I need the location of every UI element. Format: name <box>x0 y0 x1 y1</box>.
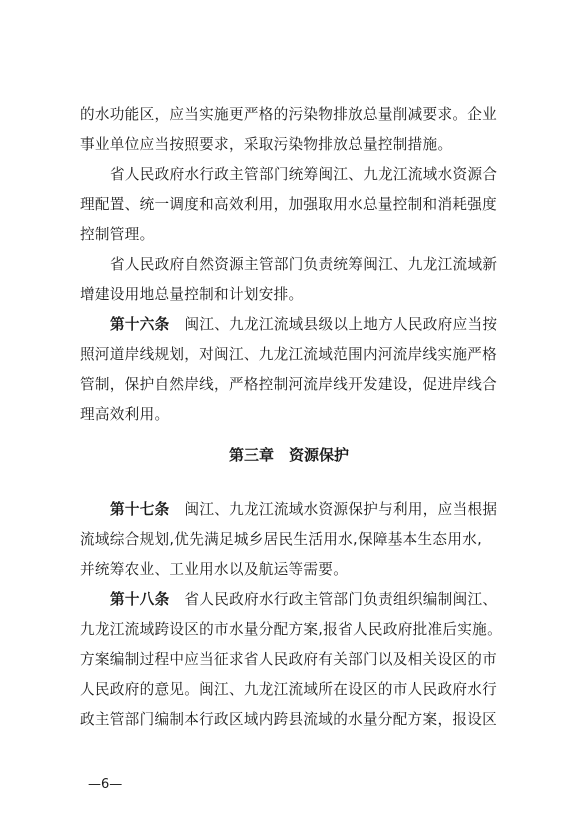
paragraph-line: 人民政府的意见。闽江、九龙江流域所在设区的市人民政府水行 <box>80 681 498 698</box>
paragraph-line: 省人民政府自然资源主管部门负责统筹闽江、九龙江流域新 <box>110 256 498 273</box>
paragraph-line: 控制管理。 <box>80 226 155 243</box>
article-line <box>110 590 500 610</box>
article-text: 闽江、九龙江流域水资源保护与利用，应当根据 <box>184 501 498 518</box>
paragraph-line: 流域综合规划,优先满足城乡居民生活用水,保障基本生态用水, <box>80 531 483 548</box>
paragraph-line: 管制，保护自然岸线，严格控制河流岸线开发建设，促进岸线合 <box>80 376 498 393</box>
paragraph-line: 并统筹农业、工业用水以及航运等需要。 <box>80 561 349 578</box>
paragraph-line: 省人民政府水行政主管部门统筹闽江、九龙江流域水资源合 <box>110 166 498 183</box>
article-text: 省人民政府水行政主管部门负责组织编制闽江、 <box>184 591 498 608</box>
paragraph-line: 九龙江流域跨设区的市水量分配方案,报省人民政府批准后实施。 <box>80 621 502 638</box>
chapter-heading: 第三章 资源保护 <box>228 446 349 464</box>
paragraph-line: 事业单位应当按照要求，采取污染物排放总量控制措施。 <box>80 136 453 153</box>
paragraph-line: 增建设用地总量控制和计划安排。 <box>80 286 304 303</box>
paragraph-line: 政主管部门编制本行政区域内跨县流域的水量分配方案，报设区 <box>80 711 498 728</box>
paragraph-line: 理配置、统一调度和高效利用，加强取用水总量控制和消耗强度 <box>80 196 498 213</box>
paragraph-line: 理高效利用。 <box>80 406 170 423</box>
paragraph-line: 方案编制过程中应当征求省人民政府有关部门以及相关设区的市 <box>80 651 498 668</box>
article-label: 第十七条 <box>110 501 170 518</box>
article-line <box>110 500 500 520</box>
article-text: 闽江、九龙江流域县级以上地方人民政府应当按 <box>184 316 498 333</box>
paragraph-line: 照河道岸线规划，对闽江、九龙江流域范围内河流岸线实施严格 <box>80 346 498 363</box>
article-label: 第十六条 <box>110 316 170 333</box>
article-label: 第十八条 <box>110 591 170 608</box>
article-line <box>110 315 500 335</box>
paragraph-line: 的水功能区，应当实施更严格的污染物排放总量削减要求。企业 <box>80 106 498 123</box>
page-number: —6— <box>88 777 123 792</box>
